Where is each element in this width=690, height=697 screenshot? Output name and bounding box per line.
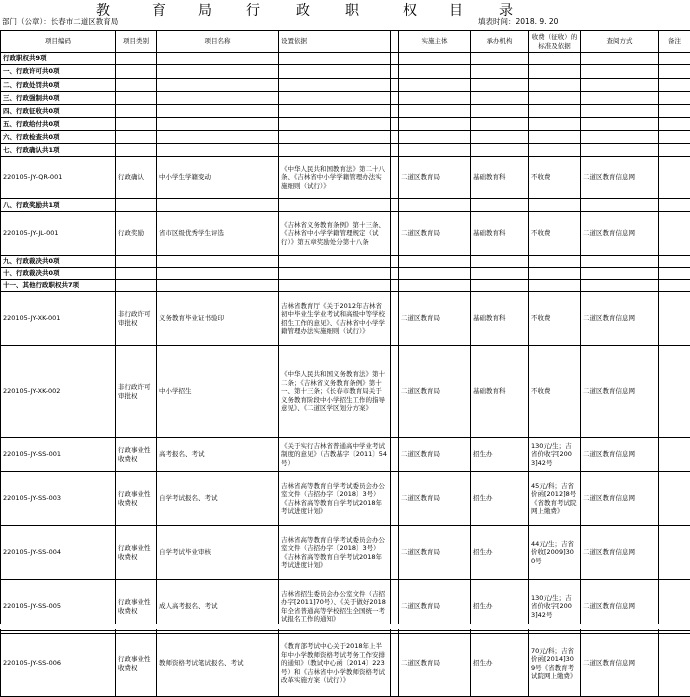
section-label: 三、行政强制共0项 xyxy=(1,92,116,105)
cell-access: 二道区教育信息网 xyxy=(581,438,659,472)
cell-subject: 二道区教育局 xyxy=(399,631,471,697)
title-char: 育 xyxy=(152,0,168,18)
cell-basis: 吉林省教育厅《关于2012年吉林省初中毕业生学业考试和高级中等学校招生工作的意见》、《吉林省中小学学籍管理办法实施细则（试行）》 xyxy=(279,292,391,346)
cell-subject: 二道区教育局 xyxy=(399,292,471,346)
section-label: 九、行政裁决共0项 xyxy=(1,256,116,268)
cell-category: 行政事业性收费权 xyxy=(116,631,157,697)
cell-note xyxy=(659,438,690,472)
cell-basis: 《中华人民共和国义务教育法》第十二条；《吉林省义务教育条例》第十一、第十三条；《长春市教育局关于义务教育阶段中小学招生工作的指导意见》、《二道区学区划分方案》 xyxy=(279,346,391,438)
cell-category: 行政确认 xyxy=(116,157,157,199)
header-access: 查阅方式 xyxy=(581,31,659,53)
cell-category: 非行政许可审批权 xyxy=(116,346,157,438)
cell-basis: 《教育部考试中心关于2018年上半年中小学教师资格考试考务工作安排的通知》（教试中心函〔2014〕223号）和《吉林省中小学教师资格考试改革实施方案（试行）》 xyxy=(279,631,391,697)
cell-note xyxy=(659,346,690,438)
cell-org: 基础教育科 xyxy=(471,292,529,346)
page-break xyxy=(0,624,690,629)
header-name: 项目名称 xyxy=(157,31,279,53)
cell-basis: 《吉林省义务教育条例》第十三条、《吉林省中小学学籍管理规定（试行）》第五章奖励处分第十八条 xyxy=(279,212,391,256)
cell-subject: 二道区教育局 xyxy=(399,472,471,526)
cell-note xyxy=(659,526,690,580)
header-subject: 实施主体 xyxy=(399,31,471,53)
cell-code: 220105-JY-SS-005 xyxy=(1,580,116,634)
cell-org: 招生办 xyxy=(471,580,529,634)
cell-name: 义务教育毕业证书验印 xyxy=(157,292,279,346)
table-row xyxy=(1,212,690,256)
header-note: 备注 xyxy=(659,31,690,53)
cell-fee: 不收费 xyxy=(529,157,581,199)
cell-subject: 二道区教育局 xyxy=(399,526,471,580)
cell-code: 220105-JY-SS-001 xyxy=(1,438,116,472)
cell-subject: 二道区教育局 xyxy=(399,212,471,256)
cell-note xyxy=(659,212,690,256)
cell-code: 220105-JY-SS-004 xyxy=(1,526,116,580)
cell-org: 招生办 xyxy=(471,526,529,580)
title-char: 权 xyxy=(403,0,419,18)
cell-access: 二道区教育信息网 xyxy=(581,346,659,438)
section-row xyxy=(1,92,690,105)
cell-subject: 二道区教育局 xyxy=(399,346,471,438)
section-label: 八、行政奖励共1项 xyxy=(1,199,116,212)
section-row xyxy=(1,118,690,131)
cell-category: 行政奖励 xyxy=(116,212,157,256)
cell-name: 高考报名、考试 xyxy=(157,438,279,472)
cell-note xyxy=(659,631,690,697)
cell-access: 二道区教育信息网 xyxy=(581,157,659,199)
cell-name: 省市区级优秀学生评选 xyxy=(157,212,279,256)
cell-org: 基础教育科 xyxy=(471,346,529,438)
cell-fee: 45元/科；吉省价函[2012]8号《省教育考试院网上缴费》 xyxy=(529,472,581,526)
section-row xyxy=(1,131,690,144)
cell-org: 基础教育科 xyxy=(471,212,529,256)
cell-code: 220105-JY-SS-006 xyxy=(1,631,116,697)
gap-cell xyxy=(391,31,399,53)
table-row xyxy=(1,346,690,438)
cell-name: 自学考试报名、考试 xyxy=(157,472,279,526)
cell-fee: 不收费 xyxy=(529,212,581,256)
cell-basis: 《关于实行吉林省普通高中学业考试制度的意见》（吉教基字〔2011〕54号） xyxy=(279,438,391,472)
section-label: 四、行政征收共0项 xyxy=(1,105,116,118)
department-label: 部门（公章）：长春市二道区教育局 xyxy=(2,16,118,27)
cell-category: 行政事业性收费权 xyxy=(116,580,157,634)
cell-org: 招生办 xyxy=(471,472,529,526)
cell-code: 220105-JY-SS-003 xyxy=(1,472,116,526)
cell-access: 二道区教育信息网 xyxy=(581,580,659,634)
section-row xyxy=(1,79,690,92)
cell-name: 中小学招生 xyxy=(157,346,279,438)
header-org: 承办机构 xyxy=(471,31,529,53)
header-code: 项目编码 xyxy=(1,31,116,53)
table-row xyxy=(1,157,690,199)
header-basis: 设置依据 xyxy=(279,31,391,53)
title-char: 局 xyxy=(198,0,214,18)
section-label: 十、行政裁决共0项 xyxy=(1,268,116,280)
authority-table xyxy=(0,30,690,634)
section-row xyxy=(1,65,690,79)
header-fee: 收费（征收）的标准及依据 xyxy=(529,31,581,53)
title-char: 目 xyxy=(449,0,465,18)
section-label: 十一、其他行政职权共7项 xyxy=(1,280,116,292)
cell-note xyxy=(659,472,690,526)
cell-name: 成人高考报名、考试 xyxy=(157,580,279,634)
section-row xyxy=(1,256,690,268)
title-char: 行 xyxy=(246,0,262,18)
cell-name: 自学考试毕业审核 xyxy=(157,526,279,580)
section-row xyxy=(1,199,690,212)
cell-note xyxy=(659,157,690,199)
header-category: 项目类别 xyxy=(116,31,157,53)
title-char: 政 xyxy=(296,0,312,18)
cell-fee: 不收费 xyxy=(529,346,581,438)
cell-category: 行政事业性收费权 xyxy=(116,438,157,472)
section-row xyxy=(1,105,690,118)
cell-name: 教师资格考试笔试报名、考试 xyxy=(157,631,279,697)
cell-basis: 吉林省高等教育自学考试委员会办公室文件（吉招办字〔2018〕3号）《吉林省高等教育自学考试2018年考试进度计划》 xyxy=(279,526,391,580)
cell-fee: 70元/科；吉省价函[2014]309号《省教育考试院网上缴费》 xyxy=(529,631,581,697)
cell-fee: 130元/生；吉省价收字[2003]42号 xyxy=(529,438,581,472)
cell-access: 二道区教育信息网 xyxy=(581,472,659,526)
cell-name: 中小学生学籍变动 xyxy=(157,157,279,199)
table-row xyxy=(1,472,690,526)
cell-category: 非行政许可审批权 xyxy=(116,292,157,346)
authority-table-continued xyxy=(0,630,690,697)
cell-access: 二道区教育信息网 xyxy=(581,526,659,580)
cell-code: 220105-JY-JL-001 xyxy=(1,212,116,256)
section-label: 六、行政检查共0项 xyxy=(1,131,116,144)
cell-category: 行政事业性收费权 xyxy=(116,526,157,580)
cell-basis: 《中华人民共和国教育法》第二十八条、《吉林省中小学学籍管理办法实施细则（试行）》 xyxy=(279,157,391,199)
cell-subject: 二道区教育局 xyxy=(399,438,471,472)
cell-fee: 不收费 xyxy=(529,292,581,346)
cell-code: 220105-JY-XK-001 xyxy=(1,292,116,346)
table-row xyxy=(1,438,690,472)
title-char: 录 xyxy=(499,0,515,18)
section-row xyxy=(1,53,690,65)
cell-basis: 吉林省招生委员会办公室文件（吉招办字[2011]70号）、《关于做好2018年全省普通高等学校招生全国统一考试报名工作的通知》 xyxy=(279,580,391,634)
table-row xyxy=(1,631,690,697)
cell-org: 基础教育科 xyxy=(471,157,529,199)
fill-date-label: 填表时间：2018. 9. 20 xyxy=(478,16,558,27)
title-char: 职 xyxy=(345,0,361,18)
cell-fee: 44元/生；吉省价收[2009]300号 xyxy=(529,526,581,580)
cell-access: 二道区教育信息网 xyxy=(581,292,659,346)
section-row xyxy=(1,280,690,292)
cell-subject: 二道区教育局 xyxy=(399,580,471,634)
cell-fee: 130元/生；吉省价收字[2003]42号 xyxy=(529,580,581,634)
cell-category: 行政事业性收费权 xyxy=(116,472,157,526)
cell-basis: 吉林省高等教育自学考试委员会办公室文件（吉招办字〔2018〕3号）《吉林省高等教育自学考试2018年考试进度计划》 xyxy=(279,472,391,526)
section-label: 七、行政确认共1项 xyxy=(1,144,116,157)
cell-code: 220105-JY-XK-002 xyxy=(1,346,116,438)
header-row xyxy=(1,31,690,53)
section-label: 五、行政给付共0项 xyxy=(1,118,116,131)
table-row xyxy=(1,526,690,580)
cell-subject: 二道区教育局 xyxy=(399,157,471,199)
table-row xyxy=(1,292,690,346)
cell-org: 招生办 xyxy=(471,631,529,697)
section-label: 行政职权共9项 xyxy=(1,53,116,65)
cell-access: 二道区教育信息网 xyxy=(581,631,659,697)
section-label: 二、行政处罚共0项 xyxy=(1,79,116,92)
cell-note xyxy=(659,292,690,346)
section-row xyxy=(1,144,690,157)
section-row xyxy=(1,268,690,280)
cell-access: 二道区教育信息网 xyxy=(581,212,659,256)
title-char: 教 xyxy=(96,0,112,18)
section-label: 一、行政许可共0项 xyxy=(1,65,116,79)
cell-org: 招生办 xyxy=(471,438,529,472)
cell-code: 220105-JY-QR-001 xyxy=(1,157,116,199)
